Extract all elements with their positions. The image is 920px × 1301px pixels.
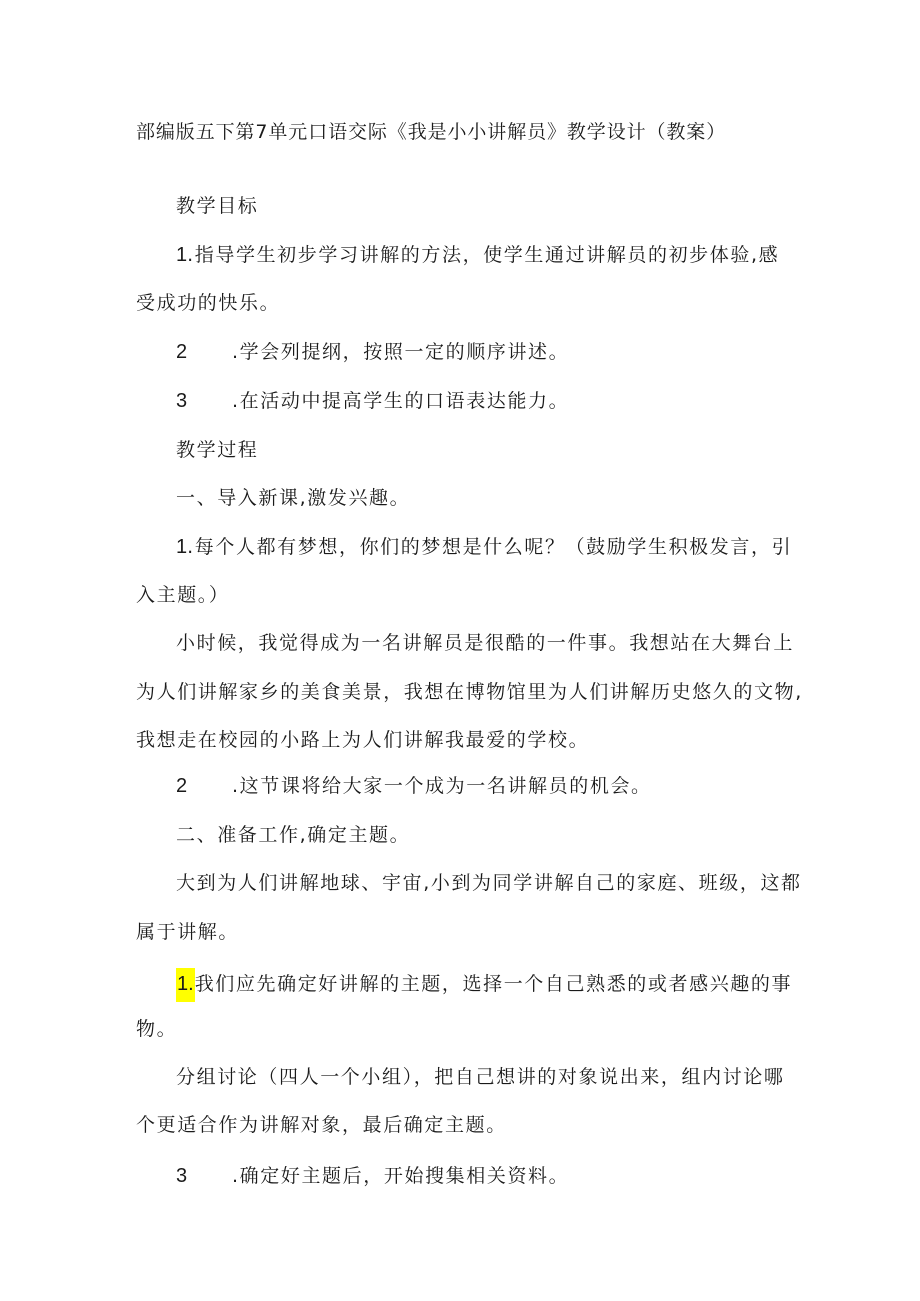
p6-line-2: 个更适合作为讲解对象，最后确定主题。 [136,1114,507,1136]
goal-1-line-1 [176,243,779,267]
goal-1-line-2: 受成功的快乐。 [136,292,281,314]
document-title: 部编版五下第7单元口语交际《我是小小讲解员》教学设计（教案） [136,121,727,143]
p5-line-2: 物。 [136,1018,178,1040]
p2-line-3: 我想走在校园的小路上为人们讲解我最爱的学校。 [136,729,590,751]
p4-line-1: 大到为人们讲解地球、宇宙,小到为同学讲解自己的家庭、班级，这都 [176,872,802,894]
goal-3-text: .在活动中提高学生的口语表达能力。 [232,390,570,412]
goal-2 [176,340,569,364]
p6-line-1: 分组讨论（四人一个小组），把自己想讲的对象说出来，组内讨论哪 [176,1066,785,1088]
goal-1-text: .指导学生初步学习讲解的方法，使学生通过讲解员的初步体验,感 [187,244,780,266]
p3 [176,774,652,798]
p2-line-1: 小时候，我觉得成为一名讲解员是很酷的一件事。我想站在大舞台上 [176,632,795,654]
p5-text: 我们应先确定好讲解的主题，选择一个自己熟悉的或者感兴趣的事 [194,973,793,995]
list-number: 1 [176,244,188,266]
list-number: 3 [176,1165,188,1187]
highlighted-list-number: 1. [176,968,195,1002]
goal-3 [176,389,569,413]
goal-2-text: .学会列提纲，按照一定的顺序讲述。 [232,341,570,363]
p7 [176,1164,569,1188]
list-number: 2 [176,341,188,363]
p4-line-2: 属于讲解。 [136,921,240,943]
list-number: 1 [176,536,188,558]
p5-line-1 [176,968,792,1002]
p1-line-1 [176,535,792,559]
p1-line-2: 入主题。） [136,584,230,606]
p2-line-2: 为人们讲解家乡的美食美景，我想在博物馆里为人们讲解历史悠久的文物, [136,681,803,703]
part-1-heading: 一、导入新课,激发兴趣。 [176,487,411,509]
part-2-heading: 二、准备工作,确定主题。 [176,824,411,846]
list-number: 3 [176,390,188,412]
p3-text: .这节课将给大家一个成为一名讲解员的机会。 [232,775,652,797]
section-heading-process: 教学过程 [176,439,259,461]
p7-text: .确定好主题后，开始搜集相关资料。 [232,1165,570,1187]
list-number: 2 [176,775,188,797]
p1-text: .每个人都有梦想，你们的梦想是什么呢？（鼓励学生积极发言，引 [187,536,793,558]
section-heading-goals: 教学目标 [176,195,259,217]
